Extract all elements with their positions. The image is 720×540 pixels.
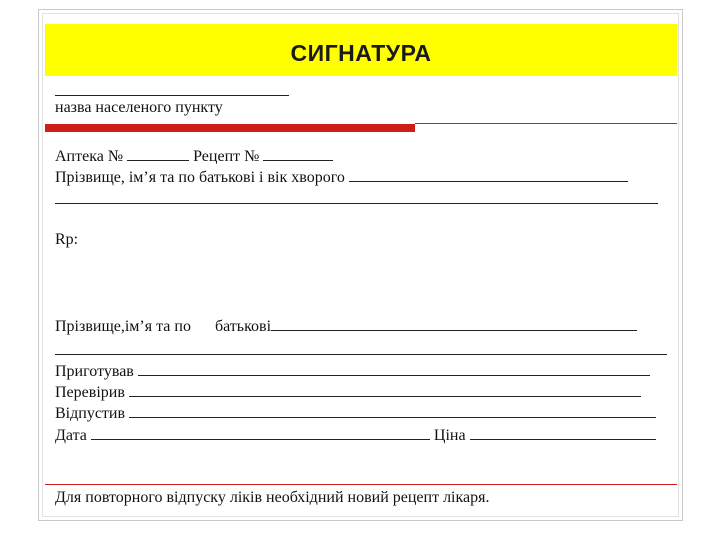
patient-name-field[interactable] bbox=[349, 167, 628, 182]
prepared-row bbox=[55, 361, 650, 381]
released-field[interactable] bbox=[129, 403, 656, 418]
checked-label: Перевірив bbox=[55, 384, 125, 401]
doctor-name-field[interactable] bbox=[271, 316, 637, 331]
price-field[interactable] bbox=[470, 425, 656, 440]
recipe-number-field[interactable] bbox=[263, 146, 333, 161]
locality-label: назва населеного пункту bbox=[55, 99, 223, 116]
red-divider-bar bbox=[45, 124, 415, 132]
date-price-row bbox=[55, 425, 656, 445]
price-label: Ціна bbox=[433, 427, 466, 444]
pharmacy-number-field[interactable] bbox=[127, 146, 189, 161]
bottom-red-line bbox=[45, 484, 677, 485]
page-title: СИГНАТУРА bbox=[290, 40, 432, 66]
doctor-label-part1: Прізвище,ім’я та по bbox=[55, 318, 191, 335]
recipe-label: Рецепт № bbox=[193, 148, 260, 165]
released-row bbox=[55, 403, 656, 423]
checked-row bbox=[55, 382, 641, 402]
checked-field[interactable] bbox=[129, 382, 641, 397]
rp-label: Rp: bbox=[55, 231, 79, 248]
prepared-label: Приготував bbox=[55, 363, 134, 380]
prepared-field[interactable] bbox=[138, 361, 650, 376]
doctor-extra-line[interactable] bbox=[55, 354, 667, 355]
footer-note: Для повторного відпуску ліків необхідний новий рецепт лікаря. bbox=[55, 489, 490, 506]
red-divider-thin bbox=[415, 123, 677, 124]
pharmacy-recipe-row bbox=[55, 146, 333, 166]
doctor-row bbox=[55, 316, 637, 336]
date-field[interactable] bbox=[91, 425, 430, 440]
date-label: Дата bbox=[55, 427, 87, 444]
patient-label: Прізвище, ім’я та по батькові і вік хворого bbox=[55, 169, 345, 186]
patient-extra-line[interactable] bbox=[55, 203, 658, 204]
locality-line bbox=[55, 95, 289, 96]
doctor-label-part2: батькові bbox=[214, 318, 272, 335]
released-label: Відпустив bbox=[55, 405, 126, 422]
pharmacy-label: Аптека № bbox=[55, 148, 124, 165]
patient-row bbox=[55, 167, 628, 187]
